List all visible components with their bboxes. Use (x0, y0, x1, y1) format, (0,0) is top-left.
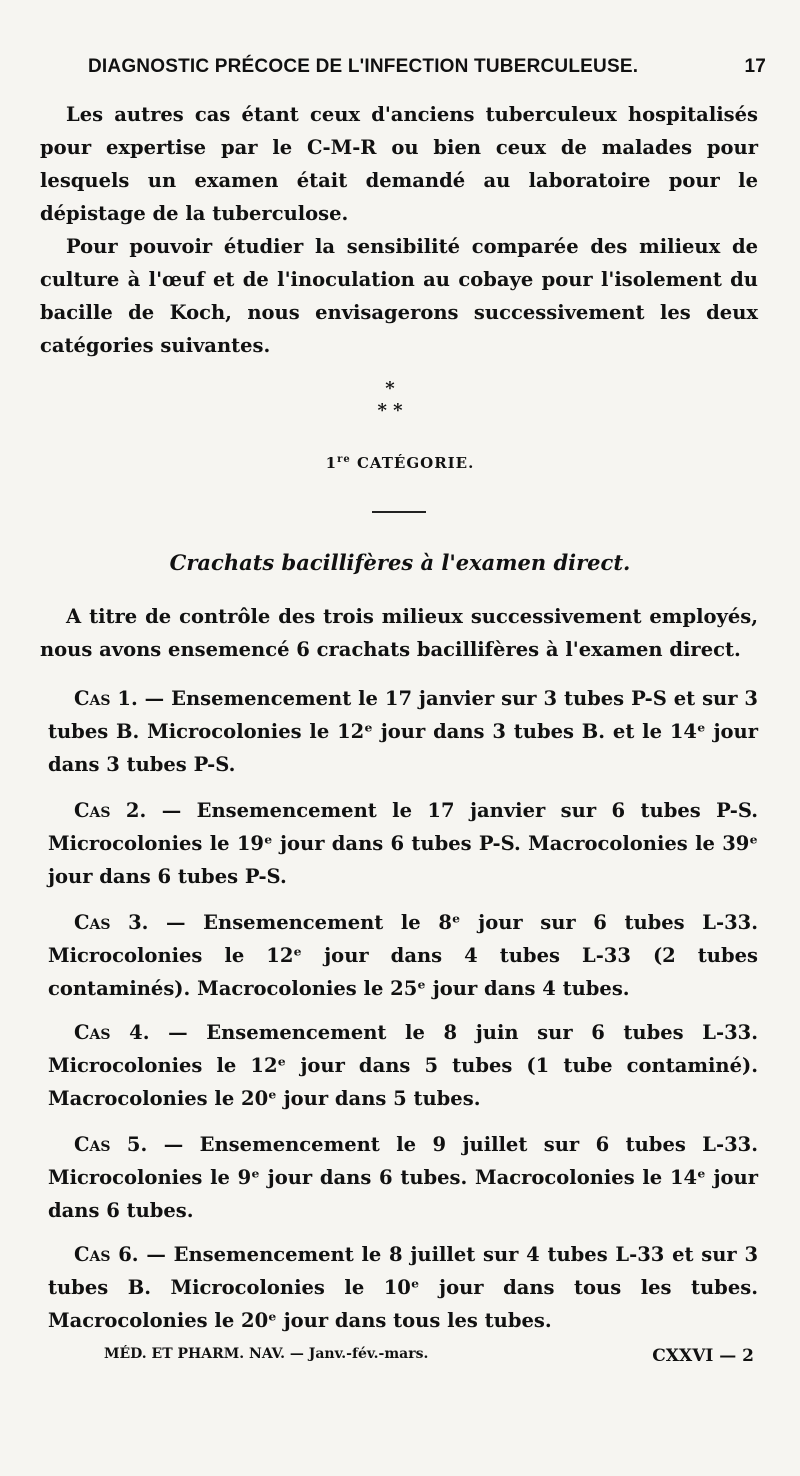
case-2-text: — Ensemencement le 17 janvier sur 6 tubes P-S. Microcolonies le 19ᵉ jour dans 6 tubes P-S. Macrocolonies le 39ᵉ jour dans 6 tubes P-S. (48, 799, 758, 888)
paragraph-2-text: Pour pouvoir étudier la sensibilité comparée des milieux de culture à l'œuf et de l'inoculation au cobaye pour l'isolement du bacille de Koch, nous envisagerons successivement les deux catégories suivantes. (40, 235, 758, 357)
case-2-label: Cas 2. (74, 799, 147, 822)
footer-journal: MÉD. ET PHARM. NAV. — Janv.-fév.-mars. (104, 1346, 429, 1362)
footer-signature: CXXVI — 2 (652, 1346, 754, 1366)
paragraph-2 (40, 230, 758, 362)
intro-paragraph (40, 600, 758, 666)
paragraph-1-text: Les autres cas étant ceux d'anciens tuberculeux hospitalisés pour expertise par le C-M-R ou bien ceux de malades pour lesquels un examen était demandé au laboratoire pour le dépistage de la tuberculose. (40, 103, 758, 225)
case-5-label: Cas 5. (74, 1133, 148, 1156)
case-6-label: Cas 6. (74, 1243, 139, 1266)
case-1-text: — Ensemencement le 17 janvier sur 3 tubes P-S et sur 3 tubes B. Microcolonies le 12ᵉ jour dans 3 tubes B. et le 14ᵉ jour dans 3 tubes P-S. (48, 687, 758, 776)
intro-text: A titre de contrôle des trois milieux successivement employés, nous avons ensemencé 6 crachats bacillifères à l'examen direct. (40, 605, 758, 661)
case-2 (48, 794, 758, 893)
case-3-label: Cas 3. (74, 911, 149, 934)
category-label: CATÉGORIE. (356, 454, 475, 472)
page-number: 17 (744, 56, 766, 77)
paragraph-1 (40, 98, 758, 230)
asterism-top: * (385, 378, 395, 399)
category-heading (0, 454, 800, 472)
section-divider (372, 511, 426, 513)
section-subtitle: Crachats bacillifères à l'examen direct. (169, 550, 631, 575)
case-5-text: — Ensemencement le 9 juillet sur 6 tubes L-33. Microcolonies le 9ᵉ jour dans 6 tubes. Macrocolonies le 14ᵉ jour dans 6 tubes. (48, 1133, 758, 1222)
page-footer (104, 1346, 760, 1366)
case-1 (48, 682, 758, 781)
header-title: DIAGNOSTIC PRÉCOCE DE L'INFECTION TUBERCULEUSE. (88, 56, 639, 77)
case-3-text: — Ensemencement le 8ᵉ jour sur 6 tubes L-33. Microcolonies le 12ᵉ jour dans 4 tubes L-33 (2 tubes contaminés). Macrocolonies le 25ᵉ jour dans 4 tubes. (48, 911, 758, 1000)
case-3 (48, 906, 758, 1005)
category-number: 1 (325, 454, 338, 472)
case-4 (48, 1016, 758, 1115)
case-4-text: — Ensemencement le 8 juin sur 6 tubes L-33. Microcolonies le 12ᵉ jour dans 5 tubes (1 tube contaminé). Macrocolonies le 20ᵉ jour dans 5 tubes. (48, 1021, 758, 1110)
case-6-text: — Ensemencement le 8 juillet sur 4 tubes L-33 et sur 3 tubes B. Microcolonies le 10ᵉ jour dans tous les tubes. Macrocolonies le 20ᵉ jour dans tous les tubes. (48, 1243, 759, 1332)
category-suffix: re (337, 454, 351, 465)
asterism-bottom: * * (377, 400, 403, 421)
case-5 (48, 1128, 758, 1227)
case-4-label: Cas 4. (74, 1021, 150, 1044)
asterism-ornament (360, 378, 420, 422)
case-1-label: Cas 1. (74, 687, 138, 710)
running-head (88, 56, 772, 78)
case-6 (48, 1238, 758, 1337)
